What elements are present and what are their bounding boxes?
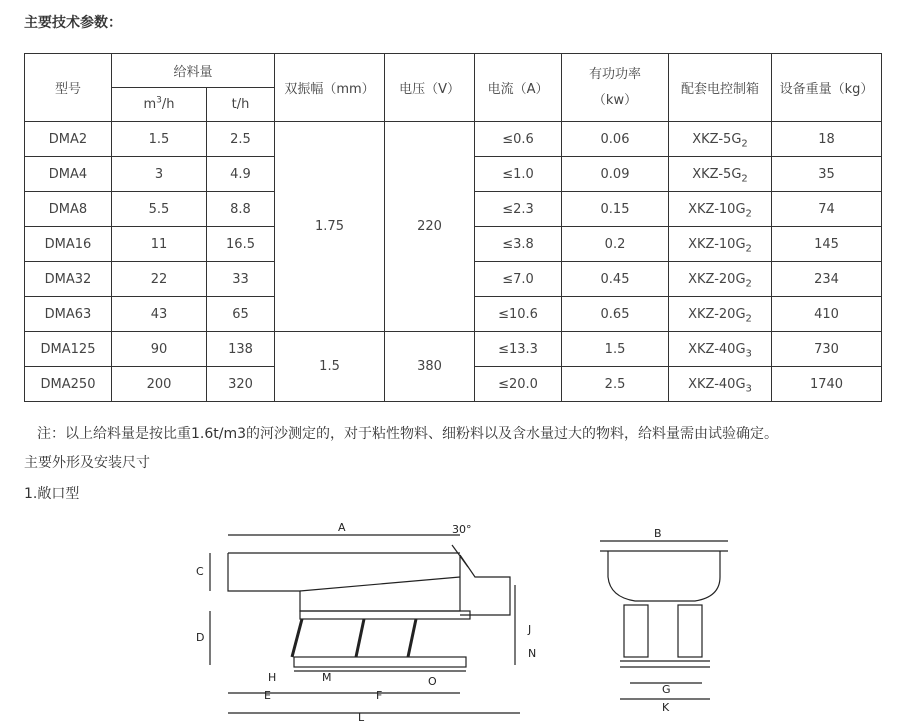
unit-m: m: [143, 97, 157, 112]
cell-feed-m3h: 11: [112, 227, 207, 262]
header-control-box: 配套电控制箱: [669, 54, 772, 122]
spec-table: [24, 53, 882, 402]
cell-weight: 18: [772, 122, 882, 157]
dim-G: G: [662, 683, 671, 696]
cell-feed-th: 65: [207, 297, 275, 332]
cell-control-box: [669, 192, 772, 227]
note-text: 注：以上给料量是按比重1.6t/m3的河沙测定的，对于粘性物料、细粉料以及含水量过大的物料，给料量需由试验确定。: [37, 426, 779, 442]
cell-model: DMA2: [25, 122, 112, 157]
header-feed-m3h: [112, 88, 207, 122]
table-row: [25, 122, 882, 157]
cell-feed-th: 138: [207, 332, 275, 367]
header-weight: 设备重量（kg）: [772, 54, 882, 122]
cell-power: 0.15: [562, 192, 669, 227]
spec-title: 主要技术参数：: [24, 15, 122, 31]
cell-power: 0.2: [562, 227, 669, 262]
cell-voltage: 220: [385, 122, 475, 332]
dim-J: J: [528, 623, 532, 636]
open-type-title: 1.敞口型: [24, 486, 80, 502]
cell-amplitude: 1.5: [275, 332, 385, 402]
dim-A: A: [338, 521, 346, 534]
header-power-line1: 有功功率: [589, 66, 642, 82]
header-feed: 给料量: [112, 54, 275, 88]
cell-control-box: [669, 367, 772, 402]
header-voltage: 电压（V）: [385, 54, 475, 122]
cell-current: ≤0.6: [475, 122, 562, 157]
cell-current: ≤7.0: [475, 262, 562, 297]
cell-feed-th: 16.5: [207, 227, 275, 262]
control-box-model: XKZ-40G: [688, 341, 746, 357]
cell-model: DMA4: [25, 157, 112, 192]
cell-power: 1.5: [562, 332, 669, 367]
dim-M: M: [322, 671, 332, 684]
control-box-model: XKZ-20G: [688, 306, 746, 322]
trough-outline: [228, 553, 460, 611]
cell-weight: 410: [772, 297, 882, 332]
control-box-subscript: 2: [745, 313, 752, 325]
control-box-model: XKZ-5G: [692, 166, 742, 182]
dim-C: C: [196, 565, 204, 578]
cell-feed-th: 320: [207, 367, 275, 402]
dim-O: O: [428, 675, 437, 688]
cell-feed-m3h: 1.5: [112, 122, 207, 157]
cell-power: 0.06: [562, 122, 669, 157]
cell-control-box: [669, 122, 772, 157]
vibrator-box: [300, 611, 470, 619]
cell-current: ≤1.0: [475, 157, 562, 192]
cell-amplitude: 1.75: [275, 122, 385, 332]
dim-D: D: [196, 631, 205, 644]
control-box-subscript: 3: [745, 348, 752, 360]
header-feed-th: t/h: [207, 88, 275, 122]
header-current: 电流（A）: [475, 54, 562, 122]
cell-feed-m3h: 5.5: [112, 192, 207, 227]
dim-L: L: [358, 711, 365, 724]
control-box-subscript: 2: [745, 278, 752, 290]
cell-current: ≤3.8: [475, 227, 562, 262]
dim-B: B: [654, 527, 662, 540]
header-power: [562, 54, 669, 122]
unit-tail: /h: [161, 97, 175, 112]
cell-current: ≤2.3: [475, 192, 562, 227]
unit-sup: 3: [156, 95, 162, 106]
cell-feed-th: 33: [207, 262, 275, 297]
dim-angle: 30°: [452, 523, 472, 536]
cell-weight: 145: [772, 227, 882, 262]
cell-feed-th: 4.9: [207, 157, 275, 192]
cell-model: DMA8: [25, 192, 112, 227]
cell-feed-th: 8.8: [207, 192, 275, 227]
cell-power: 0.65: [562, 297, 669, 332]
dimensions-title: 主要外形及安装尺寸: [24, 455, 150, 471]
dimension-drawing: [190, 515, 730, 726]
cell-feed-m3h: 22: [112, 262, 207, 297]
dim-H: H: [268, 671, 277, 684]
control-box-model: XKZ-10G: [688, 236, 746, 252]
cell-weight: 35: [772, 157, 882, 192]
control-box-model: XKZ-40G: [688, 376, 746, 392]
control-box-model: XKZ-5G: [692, 131, 742, 147]
cell-current: ≤13.3: [475, 332, 562, 367]
cell-model: DMA63: [25, 297, 112, 332]
dim-K: K: [662, 701, 670, 714]
control-box-subscript: 2: [741, 138, 748, 150]
cell-control-box: [669, 227, 772, 262]
base-frame: [294, 657, 466, 667]
cell-model: DMA250: [25, 367, 112, 402]
cell-feed-th: 2.5: [207, 122, 275, 157]
cell-voltage: 380: [385, 332, 475, 402]
control-box-subscript: 3: [745, 383, 752, 395]
header-model: 型号: [25, 54, 112, 122]
cell-weight: 74: [772, 192, 882, 227]
cell-power: 0.09: [562, 157, 669, 192]
header-amplitude: 双振幅（mm）: [275, 54, 385, 122]
control-box-subscript: 2: [745, 243, 752, 255]
cell-weight: 1740: [772, 367, 882, 402]
cell-weight: 730: [772, 332, 882, 367]
control-box-subscript: 2: [745, 208, 752, 220]
control-box-model: XKZ-10G: [688, 201, 746, 217]
cell-feed-m3h: 43: [112, 297, 207, 332]
dim-F: F: [376, 689, 383, 702]
cell-power: 0.45: [562, 262, 669, 297]
cell-feed-m3h: 3: [112, 157, 207, 192]
cell-model: DMA16: [25, 227, 112, 262]
table-row: [25, 332, 882, 367]
control-box-model: XKZ-20G: [688, 271, 746, 287]
dim-N: N: [528, 647, 537, 660]
cell-power: 2.5: [562, 367, 669, 402]
header-power-line2: （kw）: [592, 92, 638, 108]
cell-model: DMA32: [25, 262, 112, 297]
cell-feed-m3h: 90: [112, 332, 207, 367]
dim-E: E: [264, 689, 271, 702]
cell-control-box: [669, 297, 772, 332]
cell-current: ≤20.0: [475, 367, 562, 402]
control-box-subscript: 2: [741, 173, 748, 185]
cell-feed-m3h: 200: [112, 367, 207, 402]
cell-control-box: [669, 332, 772, 367]
cell-current: ≤10.6: [475, 297, 562, 332]
cell-control-box: [669, 262, 772, 297]
front-trough: [608, 551, 720, 601]
cell-weight: 234: [772, 262, 882, 297]
cell-model: DMA125: [25, 332, 112, 367]
cell-control-box: [669, 157, 772, 192]
